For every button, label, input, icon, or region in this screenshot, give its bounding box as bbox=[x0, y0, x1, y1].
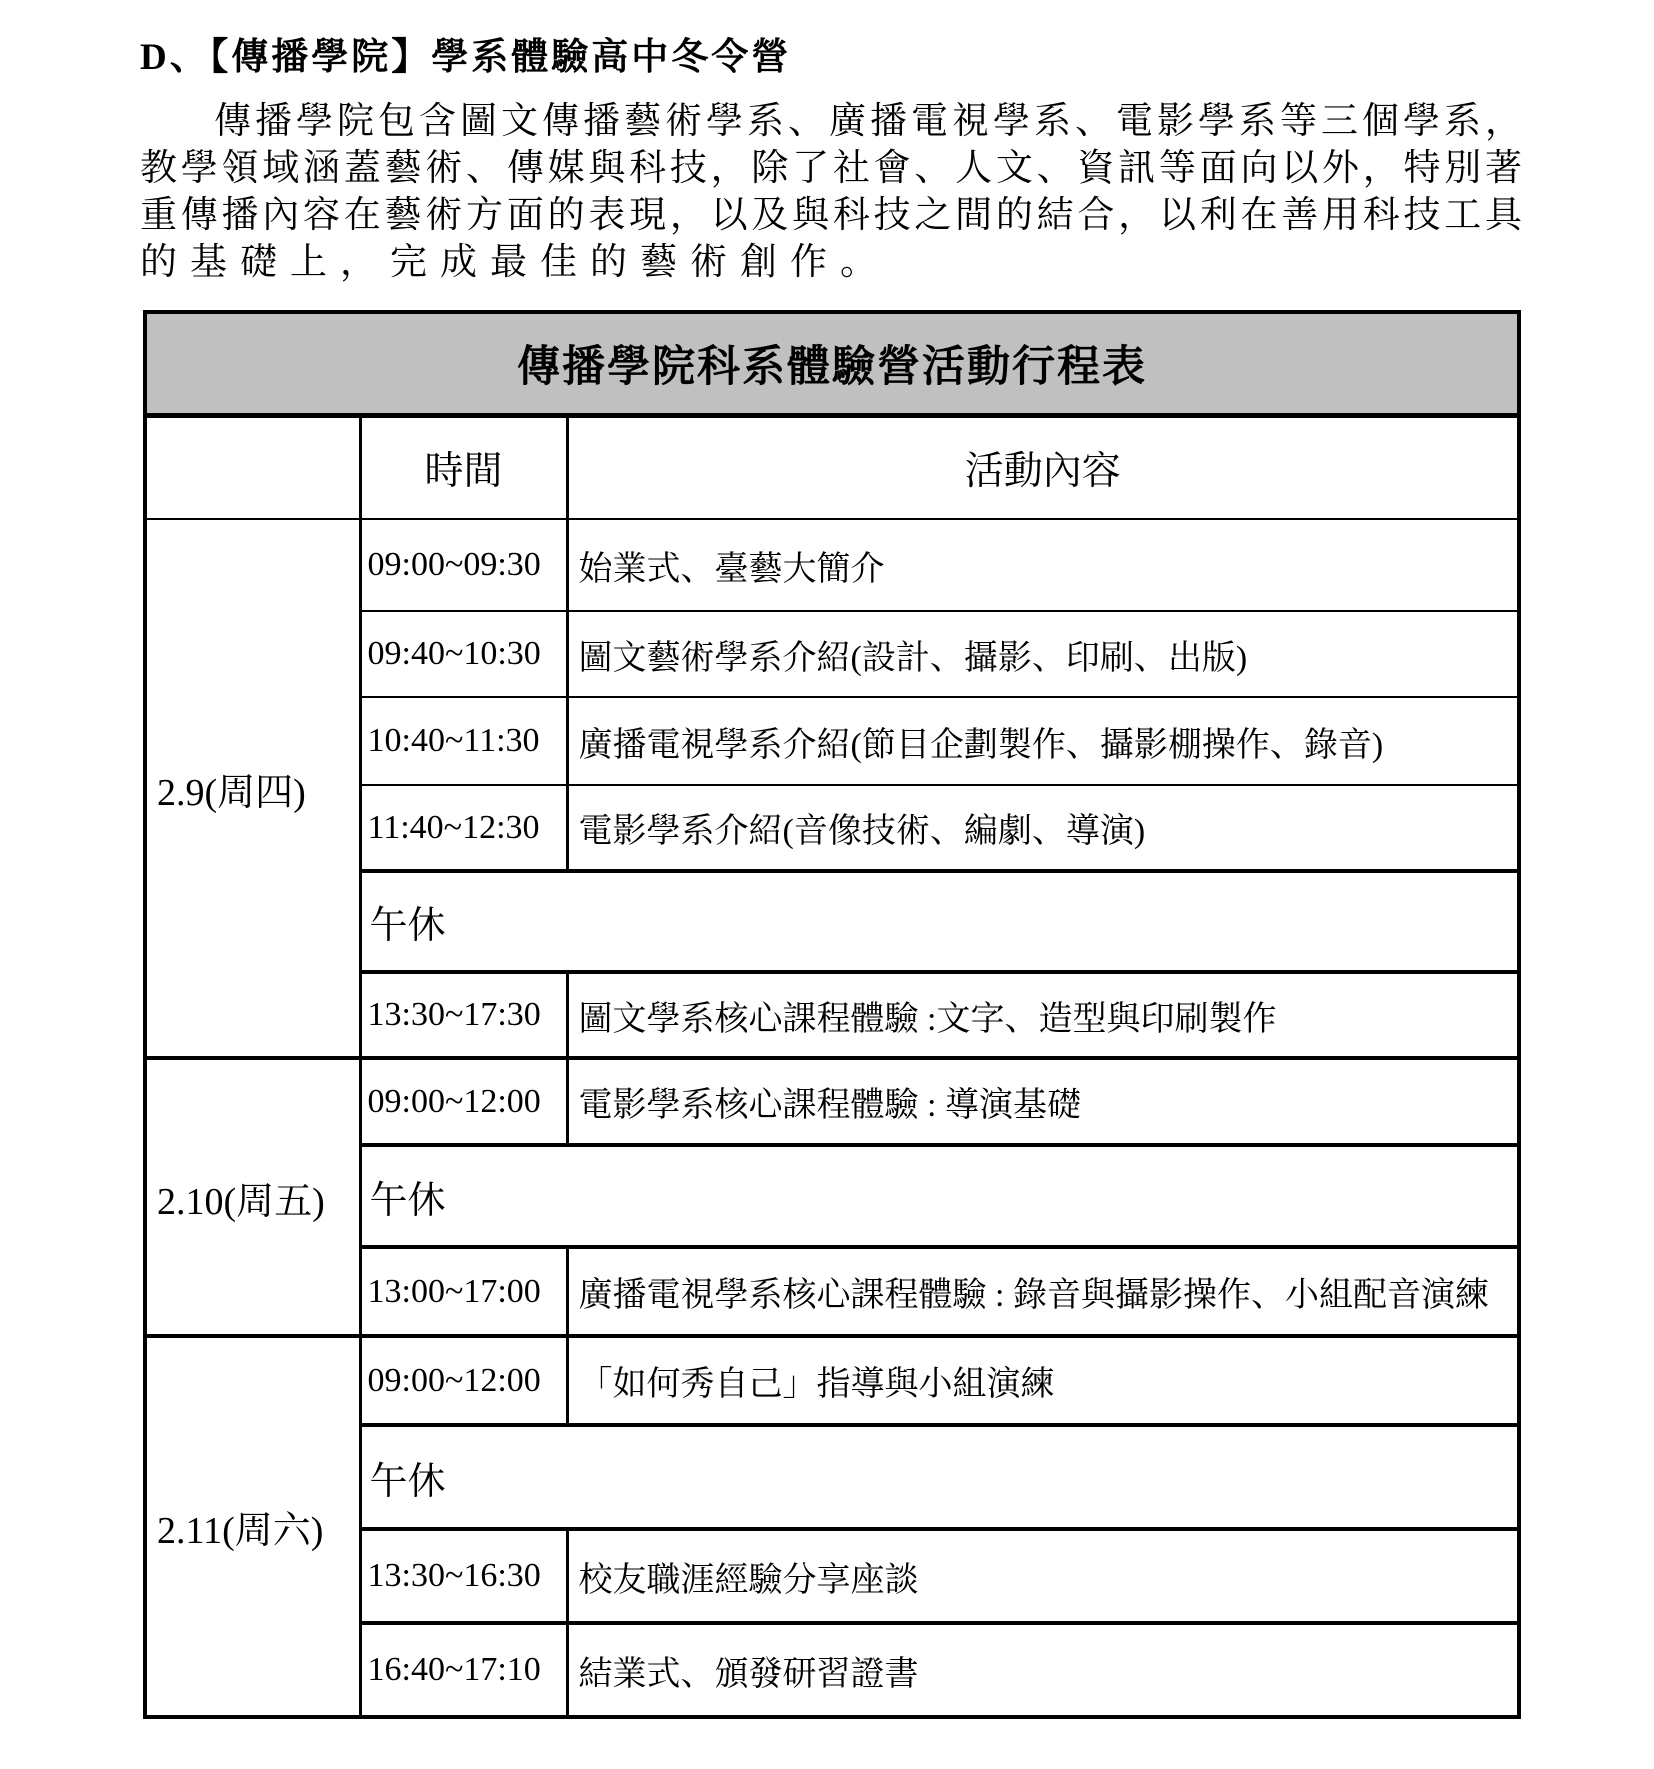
activity-cell: 始業式、臺藝大簡介 bbox=[567, 519, 1519, 611]
paragraph-line: 重傳播內容在藝術方面的表現，以及與科技之間的結合，以利在善用科技工具 bbox=[140, 195, 1522, 236]
activity-cell: 校友職涯經驗分享座談 bbox=[567, 1529, 1519, 1623]
time-cell: 09:00~09:30 bbox=[360, 519, 567, 611]
activity-cell: 「如何秀自己」指導與小組演練 bbox=[567, 1336, 1519, 1425]
time-cell: 13:30~17:30 bbox=[360, 972, 567, 1058]
time-cell: 10:40~11:30 bbox=[360, 697, 567, 785]
time-cell: 11:40~12:30 bbox=[360, 785, 567, 871]
lunch-cell: 午休 bbox=[360, 1145, 1519, 1247]
time-cell: 09:00~12:00 bbox=[360, 1058, 567, 1145]
time-cell: 13:30~16:30 bbox=[360, 1529, 567, 1623]
activity-cell: 圖文藝術學系介紹(設計、攝影、印刷、出版) bbox=[567, 611, 1519, 697]
activity-cell: 電影學系核心課程體驗 : 導演基礎 bbox=[567, 1058, 1519, 1145]
activity-cell: 廣播電視學系核心課程體驗 : 錄音與攝影操作、小組配音演練 bbox=[567, 1247, 1519, 1336]
header-row bbox=[145, 415, 1519, 519]
table-row bbox=[145, 1336, 1519, 1425]
table-title-row bbox=[145, 312, 1519, 415]
time-cell: 13:00~17:00 bbox=[360, 1247, 567, 1336]
activity-cell: 電影學系介紹(音像技術、編劇、導演) bbox=[567, 785, 1519, 871]
col-header-date bbox=[145, 415, 360, 519]
date-cell: 2.10(周五) bbox=[145, 1058, 360, 1336]
page-title: D、【傳播學院】學系體驗高中冬令營 bbox=[140, 37, 792, 78]
lunch-cell: 午休 bbox=[360, 1425, 1519, 1529]
time-cell: 09:00~12:00 bbox=[360, 1336, 567, 1425]
table-row bbox=[145, 519, 1519, 611]
intro-paragraph bbox=[140, 98, 1522, 286]
activity-cell: 廣播電視學系介紹(節目企劃製作、攝影棚操作、錄音) bbox=[567, 697, 1519, 785]
col-header-activity: 活動內容 bbox=[567, 415, 1519, 519]
col-header-time: 時間 bbox=[360, 415, 567, 519]
date-cell: 2.11(周六) bbox=[145, 1336, 360, 1717]
paragraph-line: 傳播學院包含圖文傳播藝術學系、廣播電視學系、電影學系等三個學系， bbox=[214, 101, 1522, 142]
table-title: 傳播學院科系體驗營活動行程表 bbox=[145, 312, 1519, 415]
table-row bbox=[145, 1058, 1519, 1145]
time-cell: 16:40~17:10 bbox=[360, 1623, 567, 1717]
activity-cell: 圖文學系核心課程體驗 :文字、造型與印刷製作 bbox=[567, 972, 1519, 1058]
paragraph-line: 的基礎上，完成最佳的藝術創作。 bbox=[140, 242, 890, 283]
paragraph-line: 教學領域涵蓋藝術、傳媒與科技，除了社會、人文、資訊等面向以外，特別著 bbox=[140, 148, 1522, 189]
schedule-table bbox=[143, 310, 1521, 1719]
lunch-cell: 午休 bbox=[360, 871, 1519, 972]
date-cell: 2.9(周四) bbox=[145, 519, 360, 1058]
activity-cell: 結業式、頒發研習證書 bbox=[567, 1623, 1519, 1717]
time-cell: 09:40~10:30 bbox=[360, 611, 567, 697]
